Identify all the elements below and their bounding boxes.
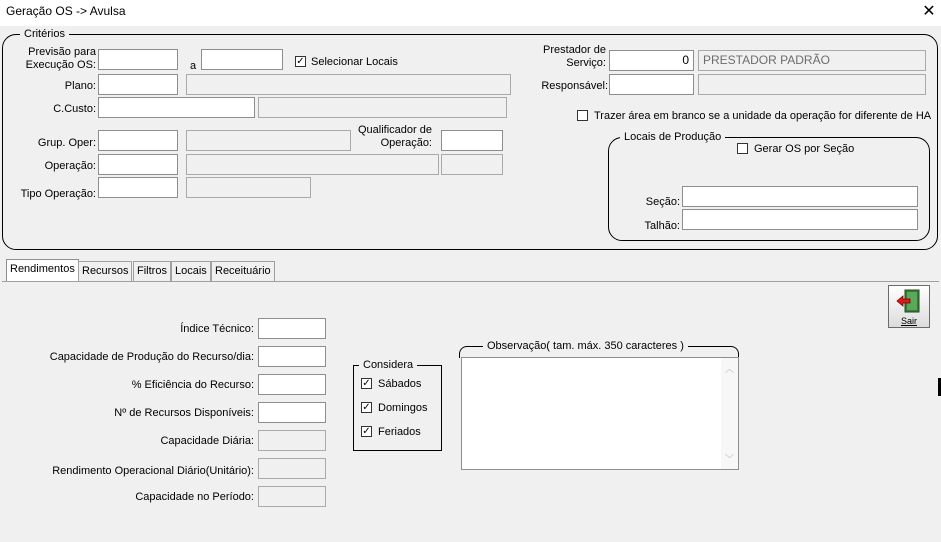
selecionar-locais-label: Selecionar Locais xyxy=(311,56,398,68)
ccusto-label: C.Custo: xyxy=(53,103,96,115)
trazer-area-label: Trazer área em branco se a unidade da operação for diferente de HA xyxy=(594,110,932,122)
check-icon: ✓ xyxy=(362,426,371,437)
capacidade-diaria-label: Capacidade Diária: xyxy=(160,435,254,447)
responsavel-description xyxy=(698,74,926,95)
num-recursos-label: Nº de Recursos Disponíveis: xyxy=(114,407,254,419)
capacidade-diaria-value xyxy=(258,430,326,451)
sabados-checkbox[interactable] xyxy=(361,378,372,389)
prestador-codigo-input[interactable]: 0 xyxy=(609,50,694,71)
check-icon: ✓ xyxy=(362,378,371,389)
tipo-operacao-input[interactable] xyxy=(98,177,178,198)
criterios-title: Critérios xyxy=(20,28,69,41)
capacidade-producao-input[interactable] xyxy=(258,346,326,367)
plano-input[interactable] xyxy=(98,74,178,95)
responsavel-input[interactable] xyxy=(609,74,694,95)
considera-title: Considera xyxy=(359,359,417,372)
num-recursos-input[interactable] xyxy=(258,402,326,423)
qualificador-label: Qualificador de Operação: xyxy=(358,124,432,149)
tab-filtros[interactable]: Filtros xyxy=(133,261,171,281)
sair-button[interactable] xyxy=(888,285,930,328)
operacao-extra xyxy=(441,154,503,175)
secao-input[interactable] xyxy=(682,186,918,207)
operacao-label: Operação: xyxy=(44,160,96,172)
gerar-os-label: Gerar OS por Seção xyxy=(754,143,855,155)
check-icon: ✓ xyxy=(296,56,305,67)
sabados-label: Sábados xyxy=(378,378,422,390)
previsao-inicio-input[interactable] xyxy=(98,49,178,70)
observacao-scrollbar[interactable] xyxy=(721,358,738,469)
tab-rendimentos[interactable]: Rendimentos xyxy=(6,259,79,282)
talhao-label: Talhão: xyxy=(644,220,680,232)
tipo-operacao-label: Tipo Operação: xyxy=(20,188,96,200)
previsao-fim-input[interactable] xyxy=(201,49,283,70)
observacao-title: Observação( tam. máx. 350 caracteres ) xyxy=(483,340,688,353)
exit-door-icon xyxy=(889,286,931,316)
qualificador-input[interactable] xyxy=(441,130,503,151)
ccusto-input[interactable] xyxy=(98,97,255,118)
domingos-label: Domingos xyxy=(378,402,428,414)
previsao-label: Previsão para Execução OS: xyxy=(25,46,96,71)
operacao-description xyxy=(186,154,439,175)
gerar-os-checkbox[interactable] xyxy=(737,143,748,154)
grup-oper-description xyxy=(186,130,351,151)
domingos-checkbox[interactable] xyxy=(361,402,372,413)
plano-label: Plano: xyxy=(64,80,96,92)
selecionar-locais-checkbox[interactable] xyxy=(295,56,306,67)
trazer-area-checkbox[interactable] xyxy=(577,110,588,121)
a-label: a xyxy=(190,60,197,72)
grup-oper-input[interactable] xyxy=(98,130,178,151)
scroll-up-icon[interactable]: ︿ xyxy=(725,364,735,374)
ccusto-description xyxy=(258,97,507,118)
feriados-label: Feriados xyxy=(378,426,421,438)
feriados-checkbox[interactable] xyxy=(361,426,372,437)
tipo-operacao-description xyxy=(186,177,311,198)
rendimento-operacional-label: Rendimento Operacional Diário(Unitário): xyxy=(52,465,254,477)
tab-receituario[interactable]: Receituário xyxy=(211,261,275,281)
check-icon: ✓ xyxy=(362,402,371,413)
tab-recursos[interactable]: Recursos xyxy=(78,261,132,281)
observacao-textarea[interactable] xyxy=(461,357,739,470)
responsavel-label: Responsável: xyxy=(541,80,608,92)
rendimento-operacional-value xyxy=(258,458,326,479)
scroll-down-icon[interactable]: ﹀ xyxy=(725,454,735,464)
close-icon[interactable]: ✕ xyxy=(922,3,936,20)
grup-oper-label: Grup. Oper: xyxy=(37,137,96,149)
window-title: Geração OS -> Avulsa xyxy=(6,4,126,18)
secao-label: Seção: xyxy=(645,196,680,208)
tab-locais[interactable]: Locais xyxy=(171,261,211,281)
indice-tecnico-input[interactable] xyxy=(258,318,326,339)
plano-description xyxy=(186,74,511,95)
operacao-input[interactable] xyxy=(98,154,178,175)
talhao-input[interactable] xyxy=(682,209,918,230)
capacidade-periodo-label: Capacidade no Período: xyxy=(135,491,254,503)
sair-label: Sair xyxy=(900,316,917,326)
eficiencia-label: % Eficiência do Recurso: xyxy=(131,379,254,391)
capacidade-producao-label: Capacidade de Produção do Recurso/dia: xyxy=(49,351,254,363)
locais-producao-title: Locais de Produção xyxy=(620,131,725,144)
title-bar xyxy=(0,0,941,26)
prestador-label: Prestador de Serviço: xyxy=(543,44,606,69)
eficiencia-input[interactable] xyxy=(258,374,326,395)
prestador-nome: PRESTADOR PADRÃO xyxy=(698,50,926,71)
capacidade-periodo-value xyxy=(258,486,326,507)
indice-tecnico-label: Índice Técnico: xyxy=(180,323,254,335)
